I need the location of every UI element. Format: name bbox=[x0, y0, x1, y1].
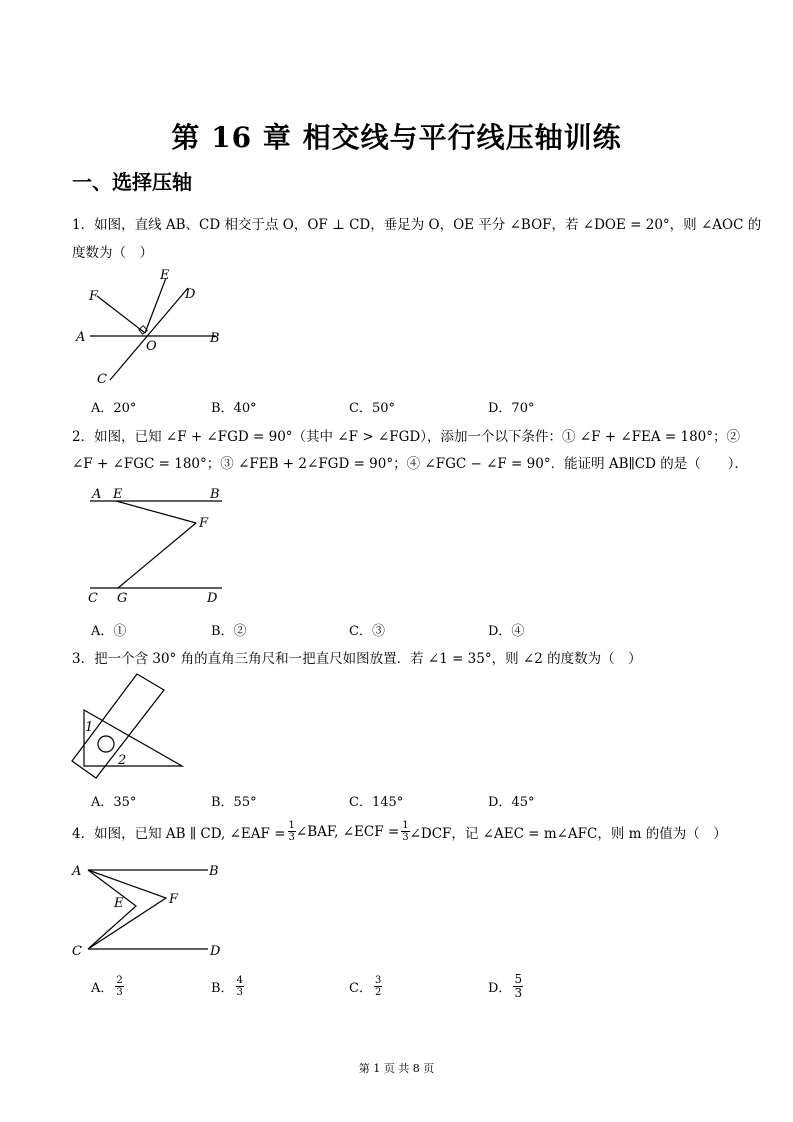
fraction-numerator: 2 bbox=[116, 975, 123, 986]
fraction-numerator: 5 bbox=[514, 972, 523, 986]
question-4-text-middle: ∠BAF, ∠ECF = bbox=[295, 823, 400, 840]
question-3-option-c[interactable]: C．145° bbox=[349, 795, 404, 810]
option-fraction bbox=[115, 975, 123, 998]
question-2-text: 2．如图，已知 ∠F + ∠FGD = 90°（其中 ∠F > ∠FGD），添加一个以下条件：① ∠F + ∠FEA = 180°；② bbox=[72, 429, 741, 445]
segment-fg bbox=[118, 523, 196, 588]
label-d: D bbox=[210, 944, 221, 959]
question-1-option-b[interactable]: B．40° bbox=[211, 401, 257, 416]
path-aec bbox=[88, 870, 136, 949]
question-2-text-cont: ∠F + ∠FGC = 180°；③ ∠FEB + 2∠FGD = 90°；④ ∠FGC − ∠F = 90°．能证明 AB∥CD 的是（ ）． bbox=[72, 456, 748, 472]
label-a: A bbox=[92, 487, 102, 502]
fraction-denominator: 3 bbox=[116, 987, 123, 998]
option-letter: D． bbox=[488, 981, 512, 996]
fraction-denominator: 3 bbox=[402, 832, 409, 843]
question-1-figure bbox=[70, 262, 240, 392]
question-2-figure bbox=[80, 484, 240, 606]
question-4-option-c[interactable] bbox=[349, 975, 382, 998]
question-4-option-b[interactable] bbox=[211, 975, 244, 998]
question-3-option-d[interactable]: D．45° bbox=[488, 795, 535, 810]
question-4-text bbox=[72, 820, 727, 843]
fraction-denominator: 3 bbox=[236, 987, 243, 998]
label-c: C bbox=[72, 944, 82, 959]
triangle-ruler bbox=[84, 710, 182, 766]
label-f: F bbox=[199, 516, 209, 531]
page-footer: 第 1 页 共 8 页 bbox=[358, 1062, 435, 1075]
fraction-denominator: 3 bbox=[288, 832, 295, 843]
fraction-denominator: 3 bbox=[514, 986, 523, 1000]
page-title: 第 16 章 相交线与平行线压轴训练 bbox=[171, 121, 622, 154]
label-a: A bbox=[76, 330, 86, 345]
label-f: F bbox=[169, 892, 179, 907]
option-fraction bbox=[236, 975, 244, 998]
one-third-fraction bbox=[401, 820, 409, 843]
label-a: A bbox=[72, 864, 82, 879]
option-fraction bbox=[374, 975, 382, 998]
fraction-numerator: 1 bbox=[402, 820, 409, 831]
question-2-option-d[interactable]: D．④ bbox=[488, 624, 525, 639]
question-3-figure bbox=[66, 668, 196, 782]
fraction-numerator: 4 bbox=[236, 975, 243, 986]
path-afc bbox=[88, 870, 166, 949]
label-angle-2: 2 bbox=[118, 753, 127, 768]
question-2-option-b[interactable]: B．② bbox=[211, 624, 247, 639]
fraction-numerator: 3 bbox=[374, 975, 382, 986]
label-c: C bbox=[97, 372, 107, 387]
question-4-text-start: 4．如图，已知 AB ∥ CD, ∠EAF = bbox=[72, 825, 286, 842]
option-letter: B． bbox=[211, 981, 234, 996]
label-angle-1: 1 bbox=[85, 720, 94, 735]
line-cd bbox=[110, 288, 188, 380]
label-e: E bbox=[113, 487, 123, 502]
question-4-figure bbox=[66, 858, 236, 964]
label-d: D bbox=[207, 591, 218, 606]
ray-of bbox=[97, 296, 145, 333]
question-3-option-a[interactable]: A．35° bbox=[91, 795, 137, 810]
label-o: O bbox=[146, 339, 157, 354]
ray-oe bbox=[145, 278, 166, 333]
label-e: E bbox=[160, 268, 170, 283]
triangle-hole bbox=[98, 736, 114, 752]
label-e: E bbox=[114, 896, 124, 911]
question-4-text-end: ∠DCF，记 ∠AEC = m∠AFC，则 m 的值为（ ） bbox=[409, 825, 727, 842]
question-4-option-d[interactable] bbox=[488, 973, 523, 1000]
question-1-text: 1．如图，直线 AB、CD 相交于点 O，OF ⊥ CD，垂足为 O，OE 平分 ∠BOF，若 ∠DOE = 20°，则 ∠AOC 的 bbox=[72, 217, 762, 233]
question-1-option-d[interactable]: D．70° bbox=[488, 401, 535, 416]
question-1-option-c[interactable]: C．50° bbox=[349, 401, 395, 416]
segment-ef bbox=[116, 501, 196, 523]
fraction-numerator: 1 bbox=[288, 820, 295, 831]
label-c: C bbox=[88, 591, 98, 606]
label-f: F bbox=[89, 289, 99, 304]
question-2-option-a[interactable]: A．① bbox=[91, 624, 127, 639]
option-letter: C． bbox=[349, 981, 372, 996]
fraction-denominator: 2 bbox=[374, 987, 382, 998]
option-letter: A． bbox=[91, 981, 114, 996]
label-b: B bbox=[209, 864, 219, 879]
question-1-text-cont: 度数为（ ） bbox=[72, 245, 153, 261]
question-3-option-b[interactable]: B．55° bbox=[211, 795, 257, 810]
option-fraction bbox=[513, 973, 523, 1000]
section-heading: 一、选择压轴 bbox=[72, 170, 192, 194]
question-3-text: 3．把一个含 30° 角的直角三角尺和一把直尺如图放置．若 ∠1 = 35°，则 ∠2 的度数为（ ） bbox=[72, 651, 642, 667]
label-b: B bbox=[210, 487, 220, 502]
label-d: D bbox=[185, 287, 196, 302]
question-2-option-c[interactable]: C．③ bbox=[349, 624, 385, 639]
question-4-option-a[interactable] bbox=[91, 975, 124, 998]
label-b: B bbox=[210, 331, 220, 346]
question-1-option-a[interactable]: A．20° bbox=[91, 401, 137, 416]
one-third-fraction bbox=[288, 820, 296, 843]
label-g: G bbox=[117, 591, 128, 606]
